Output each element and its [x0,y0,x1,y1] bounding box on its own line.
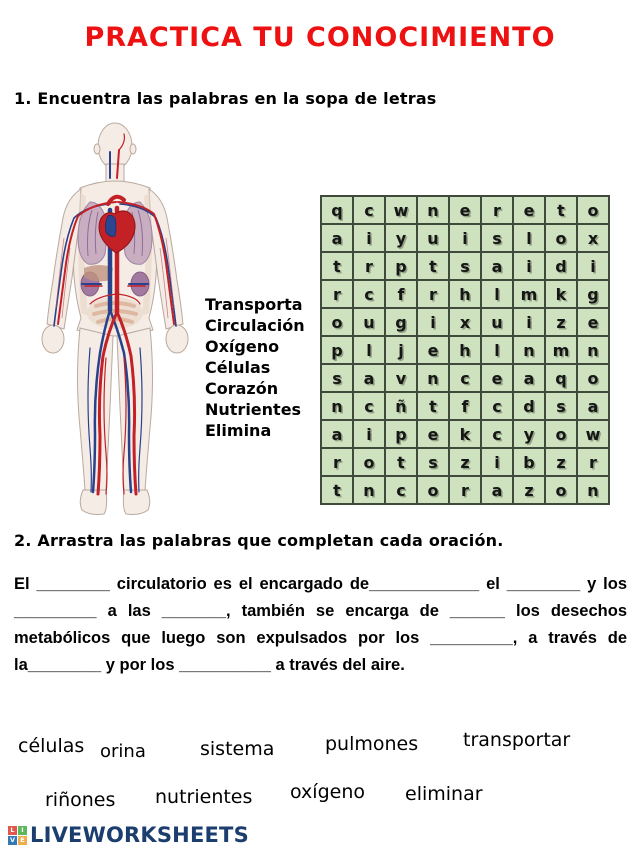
liveworksheets-footer [8,823,249,847]
grid-cell[interactable]: f [385,280,417,308]
logo-square: I [18,826,27,835]
wordsearch-grid [320,195,610,505]
grid-cell[interactable]: u [417,224,449,252]
grid-cell[interactable]: n [577,336,609,364]
grid-cell[interactable]: s [449,252,481,280]
grid-cell[interactable]: g [385,308,417,336]
grid-cell[interactable]: r [321,448,353,476]
grid-cell[interactable]: j [385,336,417,364]
grid-cell[interactable]: i [353,420,385,448]
word-list-item: Nutrientes [205,400,302,419]
grid-cell[interactable]: s [417,448,449,476]
grid-cell[interactable]: p [385,420,417,448]
grid-cell[interactable]: r [321,280,353,308]
grid-cell[interactable]: z [545,308,577,336]
draggable-word[interactable]: pulmones [325,733,419,755]
grid-cell[interactable]: z [513,476,545,504]
grid-cell[interactable]: l [353,336,385,364]
grid-cell[interactable]: h [449,336,481,364]
wordsearch-word-list [205,294,305,441]
grid-cell[interactable]: o [321,308,353,336]
grid-cell[interactable]: o [545,224,577,252]
grid-cell[interactable]: r [481,196,513,224]
word-list-item: Corazón [205,379,279,398]
grid-cell[interactable]: l [481,336,513,364]
grid-cell[interactable]: n [577,476,609,504]
grid-cell[interactable]: m [513,280,545,308]
draggable-word[interactable]: riñones [45,789,116,811]
grid-cell[interactable]: c [449,364,481,392]
grid-cell[interactable]: t [545,196,577,224]
word-list-item: Oxígeno [205,337,280,356]
grid-cell[interactable]: s [481,224,513,252]
grid-cell[interactable]: c [385,476,417,504]
grid-cell[interactable]: r [449,476,481,504]
circulatory-system-svg [20,118,210,523]
logo-square: V [9,835,16,844]
grid-cell[interactable]: k [545,280,577,308]
draggable-word[interactable]: nutrientes [155,786,253,808]
logo-square: L [8,826,17,835]
draggable-word[interactable]: células [18,735,85,757]
grid-cell[interactable]: e [481,364,513,392]
grid-cell[interactable]: ñ [385,392,417,420]
grid-cell[interactable]: a [353,364,385,392]
grid-cell[interactable]: i [513,308,545,336]
grid-cell[interactable]: h [449,280,481,308]
word-list-item: Células [205,358,271,377]
grid-cell[interactable]: i [417,308,449,336]
grid-cell[interactable]: e [449,196,481,224]
grid-cell[interactable]: d [545,252,577,280]
draggable-word[interactable]: orina [100,741,146,762]
grid-cell[interactable]: a [513,364,545,392]
grid-cell[interactable]: x [577,224,609,252]
grid-cell[interactable]: m [545,336,577,364]
grid-cell[interactable]: s [545,392,577,420]
circulatory-system-illustration [20,118,210,523]
logo-square: E [18,836,27,845]
grid-cell[interactable]: c [353,280,385,308]
grid-cell[interactable]: d [513,392,545,420]
grid-cell[interactable]: c [353,196,385,224]
grid-cell[interactable]: c [481,420,513,448]
grid-cell[interactable]: c [353,392,385,420]
grid-cell[interactable]: q [545,364,577,392]
grid-cell[interactable]: e [417,336,449,364]
grid-cell[interactable]: r [577,448,609,476]
grid-cell[interactable]: u [353,308,385,336]
grid-cell[interactable]: t [321,252,353,280]
grid-cell[interactable]: v [385,364,417,392]
grid-cell[interactable]: p [385,252,417,280]
grid-cell[interactable]: a [481,476,513,504]
word-list-item: Elimina [205,421,272,440]
grid-cell[interactable]: i [449,224,481,252]
grid-cell[interactable]: w [385,196,417,224]
grid-cell[interactable]: a [481,252,513,280]
grid-cell[interactable]: k [449,420,481,448]
grid-cell[interactable]: i [577,252,609,280]
grid-cell[interactable]: e [513,196,545,224]
grid-cell[interactable]: o [577,196,609,224]
grid-cell[interactable]: l [481,280,513,308]
grid-cell[interactable]: o [353,448,385,476]
grid-cell[interactable]: p [321,336,353,364]
grid-cell[interactable]: t [417,392,449,420]
grid-cell[interactable]: a [577,392,609,420]
grid-cell[interactable]: z [545,448,577,476]
grid-cell[interactable]: g [577,280,609,308]
grid-cell[interactable]: t [417,252,449,280]
section2-heading: 2. Arrastra las palabras que completan cada oración. [14,531,504,550]
grid-cell[interactable]: n [353,476,385,504]
draggable-word[interactable]: eliminar [405,783,483,805]
grid-cell[interactable]: l [513,224,545,252]
grid-cell[interactable]: a [321,420,353,448]
grid-cell[interactable]: t [321,476,353,504]
grid-cell[interactable]: t [385,448,417,476]
grid-cell[interactable]: c [481,392,513,420]
grid-cell[interactable]: w [577,420,609,448]
fill-in-the-blanks-paragraph: El ________ circulatorio es el encargado de____________ el ________ y los _________ a las _______, también se encarga de ______ los desechos metabólicos que luego son expulsados por los _________, a través de la________ y por los __________ a través del aire. [14,575,627,674]
grid-cell[interactable]: o [545,476,577,504]
grid-cell[interactable]: e [577,308,609,336]
liveworksheets-brand-text: LIVEWORKSHEETS [30,823,249,847]
word-list-item: Circulación [205,316,305,335]
grid-cell[interactable]: n [417,196,449,224]
grid-cell[interactable]: r [353,252,385,280]
draggable-word[interactable]: oxígeno [290,781,365,803]
section1-heading: 1. Encuentra las palabras en la sopa de letras [14,89,437,108]
grid-cell[interactable]: a [321,224,353,252]
grid-cell[interactable]: i [481,448,513,476]
grid-cell[interactable]: y [385,224,417,252]
grid-cell[interactable]: q [321,196,353,224]
page-title: PRACTICA TU CONOCIMIENTO [84,22,556,53]
grid-cell[interactable]: o [577,364,609,392]
grid-cell[interactable]: n [513,336,545,364]
grid-cell[interactable]: o [545,420,577,448]
grid-cell[interactable]: u [481,308,513,336]
grid-cell[interactable]: y [513,420,545,448]
grid-cell[interactable]: e [417,420,449,448]
grid-cell[interactable]: x [449,308,481,336]
grid-cell[interactable]: r [417,280,449,308]
grid-cell[interactable]: n [321,392,353,420]
grid-cell[interactable]: z [449,448,481,476]
grid-cell[interactable]: s [321,364,353,392]
word-list-item: Transporta [205,295,303,314]
grid-cell[interactable]: f [449,392,481,420]
grid-cell[interactable]: o [417,476,449,504]
draggable-word[interactable]: sistema [200,738,275,760]
grid-cell[interactable]: i [353,224,385,252]
grid-cell[interactable]: n [417,364,449,392]
grid-cell[interactable]: b [513,448,545,476]
liveworksheets-logo [8,826,27,845]
grid-cell[interactable]: i [513,252,545,280]
draggable-word[interactable]: transportar [463,729,571,751]
